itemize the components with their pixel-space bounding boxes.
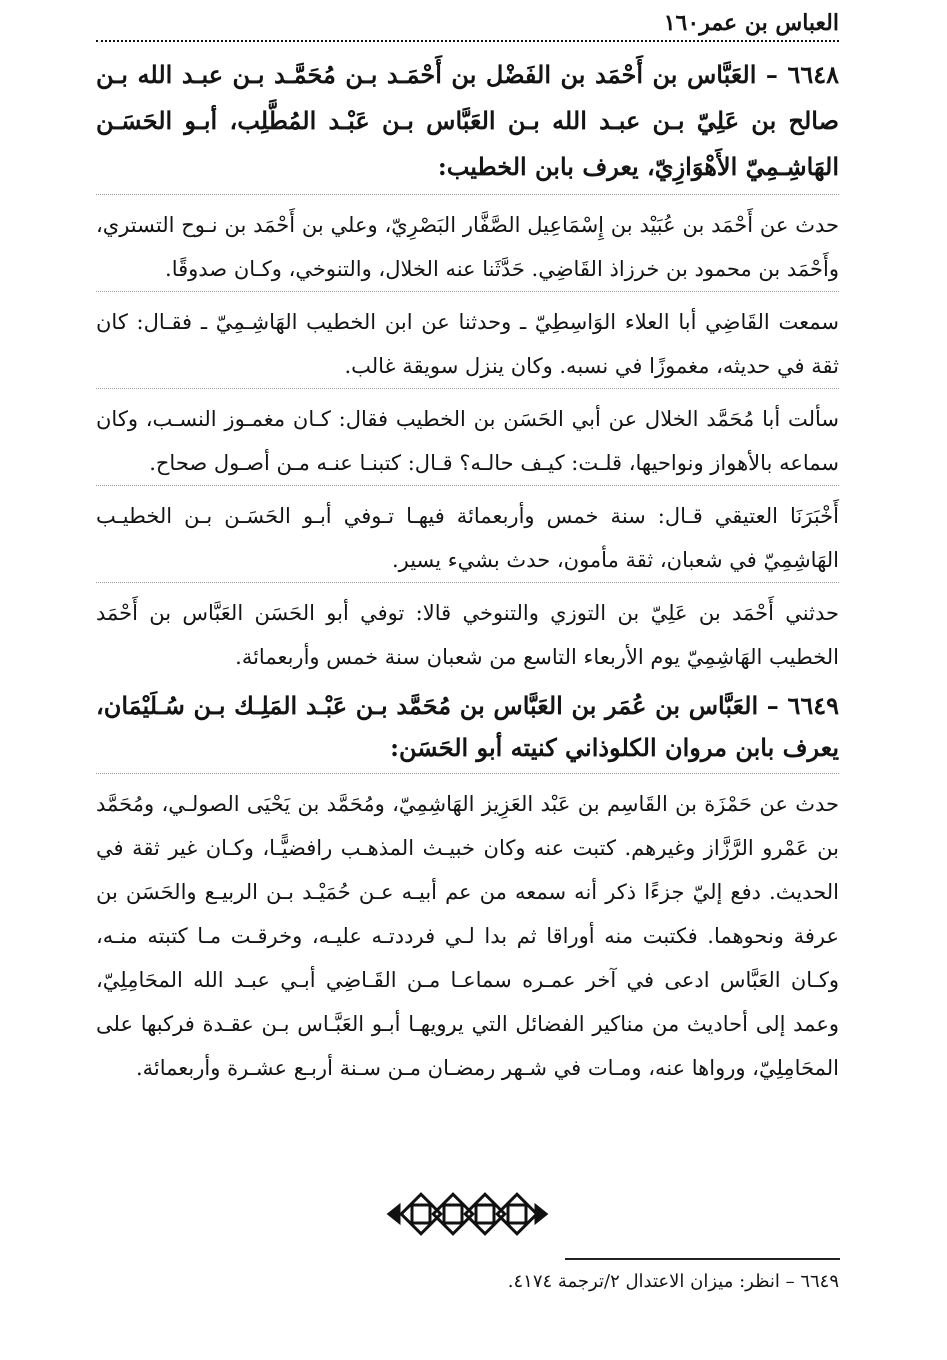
entry-6648-paragraph: سألت أبا مُحَمَّد الخلال عن أبي الحَسَن بن الخطيب فقال: كـان مغمـوز النسـب، وكان سماعه بالأهواز ونواحيها، قلـت: كيـف حالـه؟ قـال: كتبنـا عنـه مـن أصـول صحاح. (96, 388, 839, 485)
decorative-knot-ornament (385, 1192, 550, 1236)
footnote-divider (565, 1258, 840, 1260)
entry-6648-paragraph: أَخْبَرَنَا العتيقي قـال: سنة خمس وأربعمائة فيهـا تـوفي أبـو الحَسَـن بـن الخطيـب الهَاشِمِيّ في شعبان، ثقة مأمون، حدث بشيء يسير. (96, 485, 839, 582)
entry-6648-paragraph: حدث عن أَحْمَد بن عُبَيْد بن إِسْمَاعِيل الصَّفَّار البَصْرِيّ، وعلي بن أَحْمَد بن نـوح التستري، وأَحْمَد بن محمود بن خرزاذ القَاضِي. حَدَّثَنا عنه الخلال، والتنوخي، وكـان صدوقًا. (96, 194, 839, 291)
entry-heading-6649: ٦٦٤٩ – العَبَّاس بن عُمَر بن العَبَّاس بن مُحَمَّد بـن عَبْـد المَلِـك بـن سُـلَيْمَان، يعرف بابن مروان الكلوذاني كنيته أبو الحَسَن: (96, 691, 839, 762)
main-text (96, 52, 839, 1090)
running-head-title: العباس بن عمر (699, 10, 839, 36)
entry-6648-paragraph: سمعت القَاضِي أبا العلاء الوَاسِطِيّ ـ وحدثنا عن ابن الخطيب الهَاشِـمِيّ ـ فقـال: كان ثقة في حديثه، مغموزًا في نسبه. وكان ينزل سويقة غالب. (96, 291, 839, 388)
footnote: ٦٦٤٩ – انظر: ميزان الاعتدال ٢/ترجمة ٤١٧٤. (507, 1271, 839, 1292)
page-number: ١٦٠ (663, 10, 700, 36)
running-head (96, 6, 839, 42)
entry-6649-paragraph: حدث عن حَمْزَة بن القَاسِم بن عَبْد العَزِيز الهَاشِمِيّ، ومُحَمَّد بن يَحْيَى الصولـي، ومُحَمَّد بن عَمْرو الرَّزَّاز وغيرهم. كتبت عنه وكان خبيـث المذهـب رافضيًّـا، وكـان غير ثقة في الحديث. دفع إليّ جزءًا ذكر أنه سمعه من عم أبيـه عـن حُمَيْـد بـن الربيـع والحَسَن بن عرفة ونحوهما. فكتبت منه أوراقا ثم بدا لـي فرددتـه عليـه، وخرقـت مـا كتبته منـه، وكـان العَبَّاس ادعى في آخر عمـره سماعـا مـن القَـاضِي أبـي عبـد الله المحَامِلِيّ، وعمد إلى أحاديث من مناكير الفضائل التي يرويهـا أبـو العَبَّـاس بـن عقـدة فركبها على المحَامِلِيّ، ورواها عنه، ومـات في شـهر رمضـان مـن سـنة أربـع عشـرة وأربعمائة. (96, 773, 839, 1090)
entry-6648-paragraph: حدثني أَحْمَد بن عَلِيّ بن التوزي والتنوخي قالا: توفي أبو الحَسَن العَبَّاس بن أَحْمَد الخطيب الهَاشِمِيّ يوم الأربعاء التاسع من شعبان سنة خمس وأربعمائة. (96, 582, 839, 679)
entry-heading-6648: ٦٦٤٨ – العَبَّاس بن أَحْمَد بن الفَضْل بن أَحْمَـد بـن مُحَمَّـد بـن عبـد الله بـن صالح بن عَلِيّ بـن عبـد الله بـن العَبَّاس بـن عَبْـد المُطَّلِب، أبـو الحَسَـن الهَاشِـمِيّ الأَهْوَازِيّ، يعرف بابن الخطيب: (96, 60, 839, 181)
